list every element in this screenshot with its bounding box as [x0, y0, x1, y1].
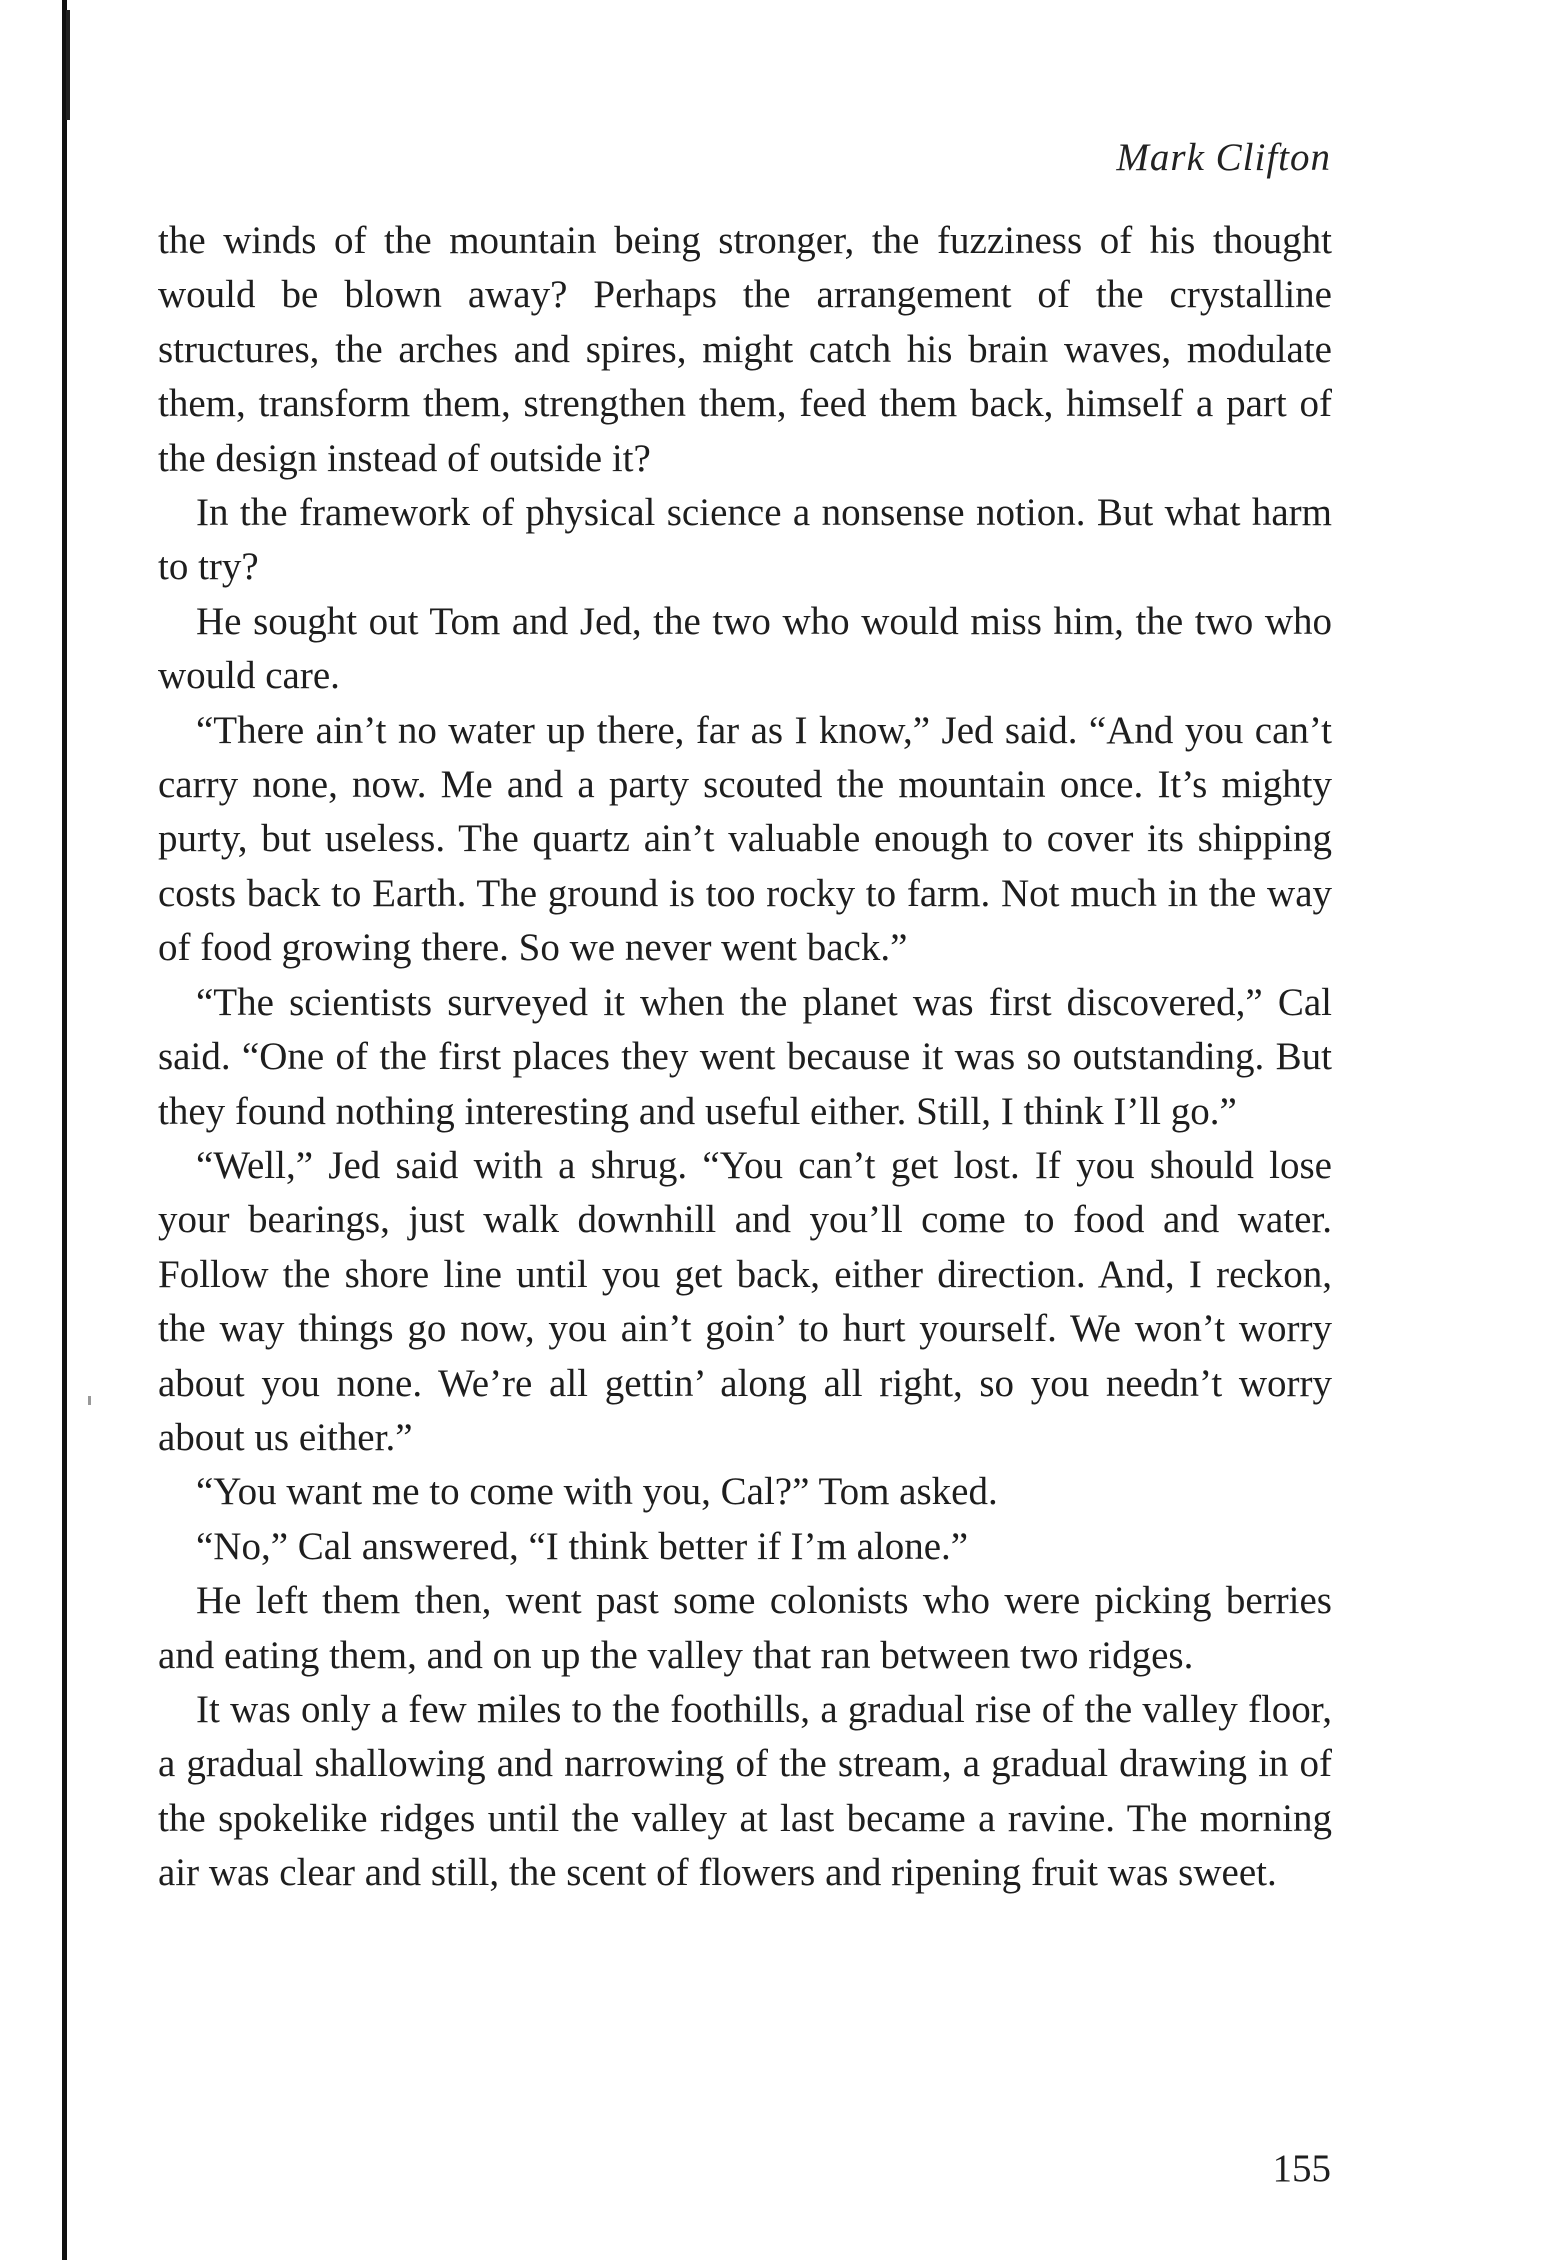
binding-edge-mark — [66, 10, 70, 120]
body-text — [158, 214, 1332, 1901]
scan-speck — [88, 1396, 91, 1405]
paragraph: He sought out Tom and Jed, the two who would miss him, the two who would care. — [158, 599, 1332, 698]
paragraph: “You want me to come with you, Cal?” Tom asked. — [196, 1470, 998, 1514]
paragraph: “No,” Cal answered, “I think better if I’m alone.” — [196, 1524, 969, 1568]
running-head-author: Mark Clifton — [1116, 136, 1331, 179]
paragraph: “There ain’t no water up there, far as I know,” Jed said. “And you can’t carry none, now. Me and a party scouted the mountain once. It’s mighty purty, but useless. The quartz ain’t valuable enough to cover its shipping costs back to Earth. The ground is too rocky to farm. Not much in the way of food growing there. So we never went back.” — [158, 708, 1332, 970]
binding-edge-line — [62, 0, 67, 2260]
paragraph: In the framework of physical science a nonsense notion. But what harm to try? — [158, 491, 1332, 589]
page-number: 155 — [1272, 2147, 1331, 2190]
paragraph: He left them then, went past some colonists who were picking berries and eating them, and on up the valley that ran between two ridges. — [158, 1579, 1332, 1677]
paragraph: “The scientists surveyed it when the planet was first discovered,” Cal said. “One of the first places they went because it was so outstanding. But they found nothing interesting and useful either. Still, I think I’ll go.” — [158, 980, 1332, 1133]
paragraph-continued: the winds of the mountain being stronger, the fuzziness of his thought would be blown away? Perhaps the arrangement of the crystalline structures, the arches and spires, might catch his brain waves, modulate them, transform them, strengthen them, feed them back, himself a part of the design instead of outside it? — [158, 219, 1332, 480]
paragraph: It was only a few miles to the foothills, a gradual rise of the valley floor, a gradual shallowing and narrowing of the stream, a gradual drawing in of the spokelike ridges until the valley at last became a ravine. The morning air was clear and still, the scent of flowers and ripening fruit was sweet. — [158, 1687, 1332, 1895]
paragraph: “Well,” Jed said with a shrug. “You can’t get lost. If you should lose your bearings, just walk downhill and you’ll come to food and water. Follow the shore line until you get back, either direction. And, I reckon, the way things go now, you ain’t goin’ to hurt yourself. We won’t worry about you none. We’re all gettin’ along all right, so you needn’t worry about us either.” — [158, 1143, 1332, 1459]
